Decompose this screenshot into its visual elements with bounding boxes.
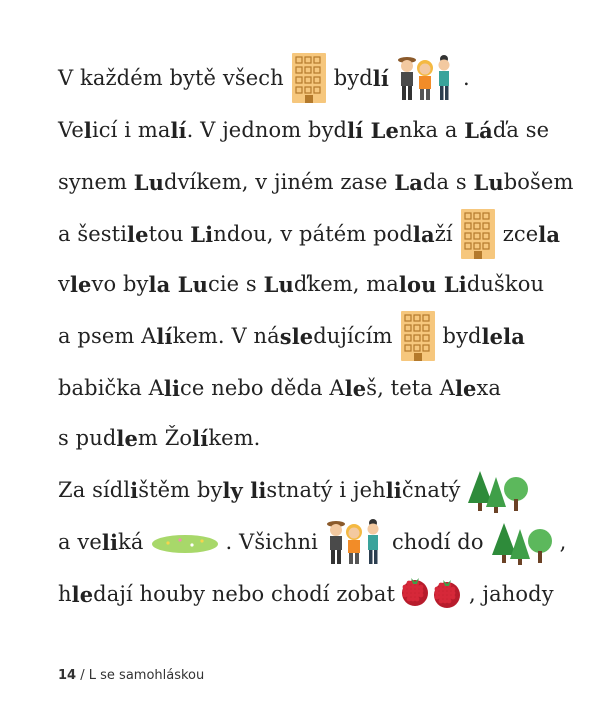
bold-fragment: le <box>116 425 138 451</box>
forest-icon <box>466 467 530 513</box>
text-fragment: , jahody <box>469 582 554 606</box>
bold-fragment: li <box>385 477 402 503</box>
bold-fragment: la Lu <box>148 271 208 297</box>
text-fragment: duškou <box>466 272 545 296</box>
bold-fragment: Lu <box>263 271 294 297</box>
building-icon <box>290 51 328 105</box>
text-fragment: byd <box>333 66 373 90</box>
text-fragment: icí i ma <box>91 118 171 142</box>
text-fragment: . Všichni <box>225 530 318 554</box>
raspberries-icon <box>401 575 463 613</box>
text-fragment: chodí do <box>391 530 484 554</box>
text-fragment: bošem <box>503 170 574 194</box>
bold-fragment: lela <box>481 323 525 349</box>
text-fragment: ndou, v pátém pod <box>213 222 413 246</box>
family-icon <box>324 518 386 566</box>
text-line <box>58 470 536 510</box>
text-fragment: xa <box>476 376 502 400</box>
text-fragment: a ve <box>58 530 102 554</box>
bold-fragment: lí Le <box>347 117 399 143</box>
text-fragment: byd <box>442 324 482 348</box>
text-fragment: kem. V ná <box>172 324 280 348</box>
text-fragment: š, teta A <box>366 376 455 400</box>
text-fragment: a psem A <box>58 324 157 348</box>
text-fragment: štěm by <box>138 478 223 502</box>
bold-fragment: l <box>83 117 92 143</box>
text-fragment: . V jednom byd <box>186 118 348 142</box>
bold-fragment: le <box>69 271 92 297</box>
text-fragment: v <box>58 272 70 296</box>
text-fragment: dají houby nebo chodí zobat <box>93 582 395 606</box>
text-fragment: V každém bytě všech <box>58 66 284 90</box>
bold-fragment: li <box>101 529 119 555</box>
text-fragment: cie s <box>207 272 264 296</box>
text-line <box>58 368 501 408</box>
bold-fragment: Lá <box>464 117 493 143</box>
text-fragment: stnatý i jeh <box>266 478 386 502</box>
family-icon <box>395 54 457 102</box>
section-title: L se samohláskou <box>88 668 205 683</box>
text-fragment: ce nebo děda A <box>180 376 345 400</box>
page-number: 14 <box>58 668 77 683</box>
text-fragment: dvíkem, v jiném zase <box>164 170 395 194</box>
bold-fragment: le <box>454 375 477 401</box>
text-line <box>58 110 549 150</box>
text-fragment: , <box>559 530 567 554</box>
text-fragment: zce <box>502 222 539 246</box>
bold-fragment: sle <box>279 323 314 349</box>
text-fragment: ďkem, ma <box>293 272 399 296</box>
bold-fragment: i <box>130 477 139 503</box>
bold-fragment: ly li <box>222 477 267 503</box>
bold-fragment: le <box>344 375 367 401</box>
bold-fragment: lí <box>372 65 389 91</box>
bold-fragment: la <box>412 221 435 247</box>
bold-fragment: Lu <box>133 169 165 195</box>
text-fragment: vo by <box>91 272 149 296</box>
text-fragment: nka a <box>399 118 465 142</box>
bold-fragment: le <box>127 221 149 247</box>
forest-icon <box>490 519 554 565</box>
bold-fragment: le <box>71 581 94 607</box>
bold-fragment: lou Li <box>398 271 467 297</box>
meadow-icon <box>150 530 220 554</box>
text-line <box>58 214 560 254</box>
text-fragment: tou <box>148 222 191 246</box>
text-fragment: s pud <box>58 426 117 450</box>
text-fragment: babička A <box>58 376 164 400</box>
text-fragment: ká <box>118 530 144 554</box>
footer <box>58 668 204 683</box>
text-fragment: ďa se <box>492 118 550 142</box>
text-fragment: synem <box>58 170 134 194</box>
text-fragment: a šesti <box>58 222 128 246</box>
text-line <box>58 58 470 98</box>
bold-fragment: Lu <box>473 169 504 195</box>
bold-fragment: li <box>163 375 181 401</box>
text-line <box>58 162 573 202</box>
text-line <box>58 522 566 562</box>
bold-fragment: La <box>394 169 423 195</box>
text-fragment: Za sídl <box>58 478 131 502</box>
text-line <box>58 264 544 304</box>
building-icon <box>459 207 497 261</box>
text-fragment: dujícím <box>313 324 393 348</box>
bold-fragment: lí <box>170 117 187 143</box>
text-fragment: m Žo <box>137 426 193 450</box>
text-fragment: čnatý <box>401 478 461 502</box>
bold-fragment: lí <box>156 323 173 349</box>
text-line <box>58 574 554 614</box>
text-fragment: ží <box>434 222 453 246</box>
text-fragment: kem. <box>208 426 261 450</box>
text-line <box>58 316 525 356</box>
text-line <box>58 418 260 458</box>
building-icon <box>399 309 437 363</box>
bold-fragment: Li <box>190 221 214 247</box>
text-fragment: . <box>462 66 470 90</box>
text-fragment: Ve <box>58 118 84 142</box>
footer-separator: / <box>80 668 85 683</box>
text-fragment: h <box>58 582 72 606</box>
text-fragment: da s <box>422 170 474 194</box>
bold-fragment: lí <box>192 425 209 451</box>
bold-fragment: la <box>538 221 561 247</box>
